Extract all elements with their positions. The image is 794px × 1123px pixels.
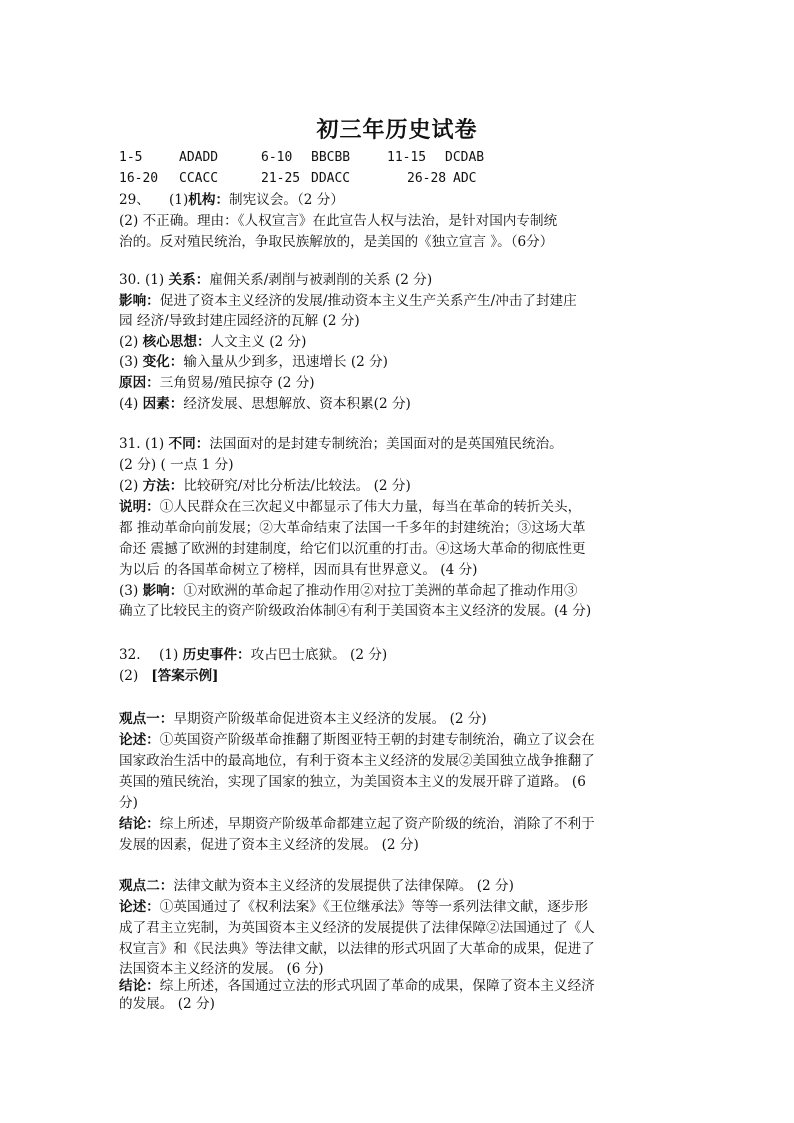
answer-label: 观点二：: [119, 878, 174, 894]
q32-view1-con-line2: 发展的因素，促进了资本主义经济的发展。 (2 分): [119, 837, 419, 853]
q31-explain-line4: 为以后 的各国革命树立了榜样，因而具有世界意义。 (4 分): [119, 562, 478, 578]
q29-part1: [119, 190, 679, 210]
q30-part3: [119, 352, 679, 372]
answer-text: 输入量从少到多，迅速增长 (2 分): [183, 354, 388, 370]
answer-text: ①英国通过了《权利法案》《王位继承法》等等一系列法律文献，逐步形: [159, 899, 588, 915]
answer-label: 影响：: [119, 293, 160, 309]
answer-text: ①人民群众在三次起义中都显示了伟大力量，每当在革命的转折关头，: [159, 499, 582, 515]
answer-text: 法国面对的是封建专制统治；美国面对的是英国殖民统治。: [209, 436, 563, 452]
q32-part2: [119, 666, 679, 686]
answer-label: 关系：: [168, 272, 210, 288]
q32-view2-arg-line3: 权宣言》和《民法典》等法律文献，以法律的形式巩固了大革命的成果，促进了: [119, 941, 595, 957]
answer-text: 比较研究/对比分析法/比较法。 (2 分): [183, 478, 411, 494]
mc-range: 1-5: [119, 150, 143, 165]
answer-text: 雇佣关系/剥削与被剥削的关系 (2 分): [209, 272, 433, 288]
q32-view1-arg-line4: 分): [119, 795, 138, 811]
answer-label: 机构：: [188, 192, 230, 208]
q30-part4: [119, 394, 679, 414]
q32-view2-arg-line4: 法国资本主义经济的发展。 (6 分): [119, 961, 324, 977]
mc-row-2: [119, 169, 679, 189]
answer-label: 说明：: [119, 499, 160, 515]
q32-view1-arg-line1: [119, 730, 679, 750]
mc-range: 6-10: [261, 150, 293, 165]
part-number: (3): [119, 583, 139, 599]
q30-effect-line2: 园 经济/导致封建庄园经济的瓦解 (2 分): [119, 313, 360, 329]
mc-answer: ADADD: [179, 150, 219, 165]
q29-part2-line1: (2) 不正确。理由：《人权宣言》在此宣告人权与法治，是针对国内专制统: [119, 213, 558, 229]
answer-label: 原因：: [119, 375, 160, 391]
answer-label: 变化：: [142, 354, 184, 370]
q30-part2: [119, 332, 679, 352]
answer-label: [答案示例]: [151, 668, 219, 684]
answer-text: ①英国资产阶级革命推翻了斯图亚特王朝的封建专制统治，确立了议会在: [159, 732, 595, 748]
q32-view1-con-line1: [119, 814, 679, 834]
q32-view2: [119, 876, 679, 896]
q31-part1-score: (2 分) ( 一点 1 分): [119, 457, 234, 473]
answer-text: 促进了资本主义经济的发展/推动资本主义生产关系产生/冲击了封建庄: [159, 293, 577, 309]
mc-answer: CCACC: [179, 171, 219, 186]
answer-text: 制宪议会。（2 分）: [229, 192, 344, 208]
mc-answer: DCDAB: [445, 150, 485, 165]
q31-part1: [119, 434, 679, 454]
q31-part3-line1: [119, 581, 679, 601]
answer-label: 结论：: [119, 816, 160, 832]
q31-part3-line2: 确立了比较民主的资产阶级政治体制④有利于美国资本主义经济的发展。(4 分): [119, 603, 592, 619]
q29-number: 29、: [119, 192, 150, 208]
part-number: (2): [119, 334, 139, 350]
answer-label: 方法：: [142, 478, 184, 494]
answer-text: 早期资产阶级革命促进资本主义经济的发展。 (2 分): [173, 711, 487, 727]
answer-text: 经济发展、思想解放、资本积累(2 分): [183, 396, 411, 412]
q32-view2-con-line1: [119, 976, 679, 996]
q32-view2-con-line2: 的发展。 (2 分): [119, 996, 215, 1012]
mc-answer: DDACC: [311, 171, 351, 186]
q29-part2-line2: 治的。反对殖民统治，争取民族解放的，是美国的《独立宣言 》。（6分）: [119, 234, 554, 250]
answer-label: 论述：: [119, 732, 160, 748]
part-number: (2): [119, 478, 139, 494]
q30-number: 30.: [119, 272, 141, 288]
mc-range: 26-28: [407, 171, 447, 186]
page-title: 初三年历史试卷: [316, 118, 478, 143]
part-number: (1): [144, 272, 165, 288]
q31-number: 31.: [119, 436, 141, 452]
part-number: (1): [144, 436, 165, 452]
part-number: (4): [119, 396, 139, 412]
q30-effect-line1: [119, 291, 679, 311]
answer-text: 三角贸易/殖民掠夺 (2 分): [159, 375, 315, 391]
q32-view1-arg-line2: 国家政治生活中的最高地位，有利于资本主义经济的发展②美国独立战争推翻了: [119, 753, 595, 769]
mc-range: 11-15: [387, 150, 427, 165]
q32-view2-arg-line1: [119, 897, 679, 917]
answer-text: 综上所述，早期资产阶级革命都建立起了资产阶级的统治，消除了不利于: [159, 816, 595, 832]
answer-label: 因素：: [142, 396, 184, 412]
mc-range: 21-25: [261, 171, 301, 186]
mc-answer: ADC: [453, 171, 477, 186]
q32-number: 32.: [119, 647, 141, 663]
answer-label: 不同：: [168, 436, 210, 452]
part-number: (2): [119, 668, 139, 684]
answer-label: 历史事件：: [182, 647, 251, 663]
q31-explain-line3: 命还 震撼了欧洲的封建制度，给它们以沉重的打击。④这场大革命的彻底性更: [119, 541, 586, 557]
q31-explain-line1: [119, 497, 679, 517]
part-number: (1): [169, 192, 189, 208]
q32-part1: [119, 645, 679, 665]
q31-explain-line2: 都 推动革命向前发展；②大革命结束了法国一千多年的封建统治；③这场大革: [119, 520, 586, 536]
answer-text: 攻占巴士底狱。 (2 分): [250, 647, 388, 663]
answer-label: 结论：: [119, 978, 160, 994]
answer-label: 观点一：: [119, 711, 174, 727]
mc-row-1: [119, 148, 679, 168]
mc-range: 16-20: [119, 171, 159, 186]
answer-label: 核心思想：: [142, 334, 211, 350]
answer-label: 影响：: [142, 583, 184, 599]
answer-text: 人文主义 (2 分): [210, 334, 307, 350]
q31-part2: [119, 476, 679, 496]
part-number: (1): [159, 647, 179, 663]
mc-answer: BBCBB: [311, 150, 351, 165]
q32-view1-arg-line3: 英国的殖民统治，实现了国家的独立，为美国资本主义的发展开辟了道路。 (6: [119, 774, 586, 790]
answer-text: 法律文献为资本主义经济的发展提供了法律保障。 (2 分): [173, 878, 514, 894]
answer-text: ①对欧洲的革命起了推动作用②对拉丁美洲的革命起了推动作用③: [183, 583, 578, 599]
q30-reason: [119, 373, 679, 393]
q32-view1: [119, 709, 679, 729]
q32-view2-arg-line2: 成了君主立宪制，为英国资本主义经济的发展提供了法律保障②法国通过了《人: [119, 920, 595, 936]
q30-part1: [119, 270, 679, 290]
part-number: (3): [119, 354, 139, 370]
answer-label: 论述：: [119, 899, 160, 915]
answer-text: 综上所述，各国通过立法的形式巩固了革命的成果，保障了资本主义经济: [159, 978, 595, 994]
